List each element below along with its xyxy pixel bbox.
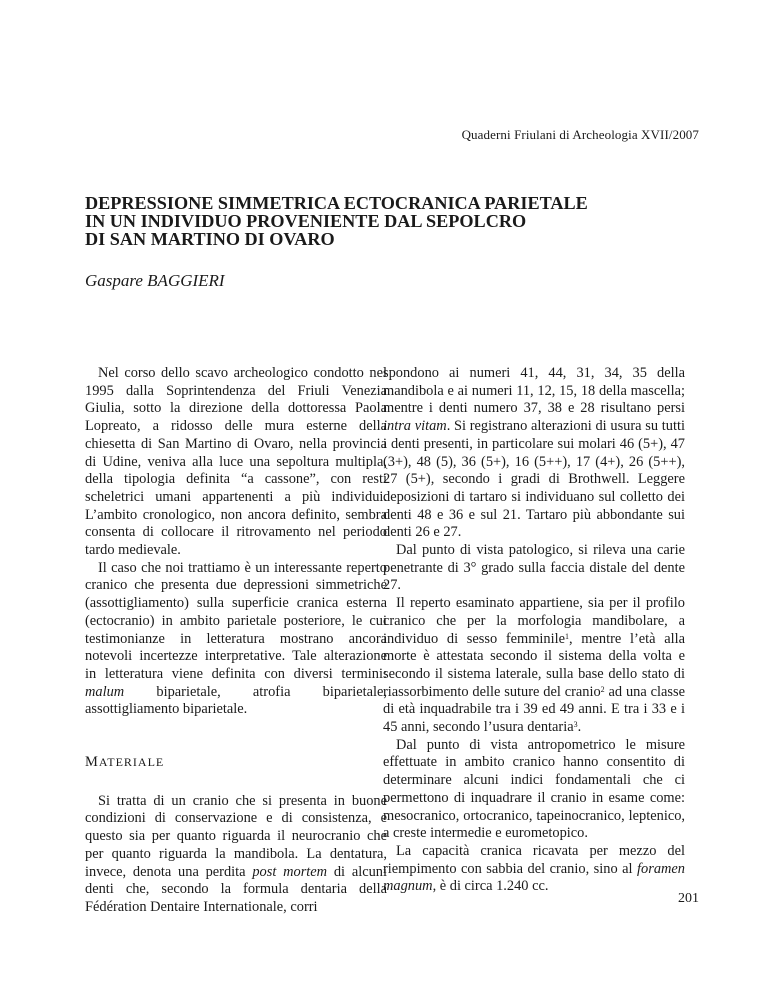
paragraph	[85, 560, 387, 719]
paragraph: Dal punto di vista patologico, si rileva una carie penetrante di 3° grado sulla faccia distale del dente 27.	[383, 542, 685, 594]
term-emphasis: post mortem	[252, 863, 328, 880]
paragraph-text: biparietale, atrofia biparietale, assottigliamento biparietale.	[85, 683, 387, 718]
paragraph-text: , mentre l’età alla morte è attestata secondo il sistema della volta e secondo il sistema laterale, sulla base dello stato di riassorbimento delle suture del cranio	[383, 630, 685, 700]
article-title	[85, 194, 705, 248]
author-name: Gaspare BAGGIERI	[85, 271, 225, 290]
paragraph	[383, 595, 685, 737]
title-line: DEPRESSIONE SIMMETRICA ECTOCRANICA PARIETALE	[85, 193, 588, 213]
term-emphasis: foramen magnum	[383, 860, 685, 895]
paragraph	[85, 793, 387, 917]
paragraph-text: Il caso che noi trattiamo è un interessante reperto cranico che presenta due depressioni simmetriche (assottigliamento) sulla superficie cranica esterna (ectocranio) in ambito parietale posteriore, le cui testimonianze in letteratura mostrano ancora notevoli incertezze interpretative. Tale alterazione in letteratura viene definita con diversi termini:	[85, 559, 387, 682]
footnote-marker: 1	[565, 631, 569, 641]
paragraph-text: , è di circa 1.240 cc.	[432, 878, 549, 895]
paragraph: Dal punto di vista antropometrico le misure effettuate in ambito cranico hanno consentito di determinare alcuni indici fondamentali che ci permettono di inquadrare il cranio in esame come: mesocranico, ortocranico, tapeinocranico, leptenico, a creste intermedie e eurometopico.	[383, 736, 685, 842]
right-column	[383, 365, 685, 896]
paragraph-text: Il reperto esaminato appartiene, sia per il profilo cranico che per la morfologia mandibolare, a individuo di sesso femminile	[383, 595, 685, 647]
term-emphasis: intra vitam	[383, 418, 447, 435]
footnote-marker: 2	[600, 684, 605, 694]
section-heading-initial: M	[85, 754, 99, 771]
title-line: IN UN INDIVIDUO PROVENIENTE DAL SEPOLCRO	[85, 211, 527, 231]
paragraph-text: La capacità cranica ricavata per mezzo del riempimento con sabbia del cranio, sino al	[383, 842, 685, 877]
paragraph: Nel corso dello scavo archeologico condotto nel 1995 dalla Soprintendenza del Friuli Venezia Giulia, sotto la direzione della dottoressa Paola Lopreato, a ridosso delle mura esterne della chiesetta di San Martino di Ovaro, nella provincia di Udine, veniva alla luce una sepoltura multipla, della tipologia definita “a cassone”, con resti scheletrici umani appartenenti a più individui. L’ambito cronologico, non ancora definito, sembra consenta di collocare il ritrovamento nel periodo tardo medievale.	[85, 365, 387, 559]
page-number: 201	[678, 891, 699, 906]
paragraph-text: . Si registrano alterazioni di usura su tutti i denti presenti, in particolare sui molari 46 (5+), 47 (3+), 48 (5), 36 (5+), 16 (5++), 17 (4+), 26 (5++), 27 (5+), secondo i gradi di Brothwell. Leggere deposizioni di tartaro si individuano sul colletto dei denti 48 e 36 e sul 21. Tartaro più abbondante sui denti 26 e 27.	[383, 418, 685, 541]
left-column	[85, 365, 387, 917]
paragraph-text: ad una classe di età inquadrabile tra i 39 ed 49 anni. E tra i 33 e i 45 anni, secondo l’usura dentaria	[383, 683, 685, 736]
section-heading	[85, 754, 387, 772]
paragraph	[383, 365, 685, 542]
title-line: DI SAN MARTINO DI OVARO	[85, 229, 335, 249]
footnote-marker: 3	[573, 720, 578, 730]
paragraph-text: .	[577, 719, 582, 736]
paragraph-text: spondono ai numeri 41, 44, 31, 34, 35 della mandibola e ai numeri 11, 12, 15, 18 della mascella; mentre i denti numero 37, 38 e 28 risultano persi	[383, 365, 685, 417]
paragraph-text: di alcuni denti che, secondo la formula dentaria della Fédération Dentaire Internationale, corri	[85, 863, 387, 915]
running-head: Quaderni Friulani di Archeologia XVII/2007	[461, 127, 699, 142]
paragraph-text: Si tratta di un cranio che si presenta in buone condizioni di conservazione e di consistenza, e questo sia per quanto riguarda il neurocranio che per quanto riguarda la mandibola. La dentatura, invece, denota una perdita	[85, 792, 387, 880]
term-emphasis: malum	[85, 683, 125, 700]
paragraph	[383, 843, 685, 896]
section-heading-rest: ATERIALE	[98, 755, 165, 770]
